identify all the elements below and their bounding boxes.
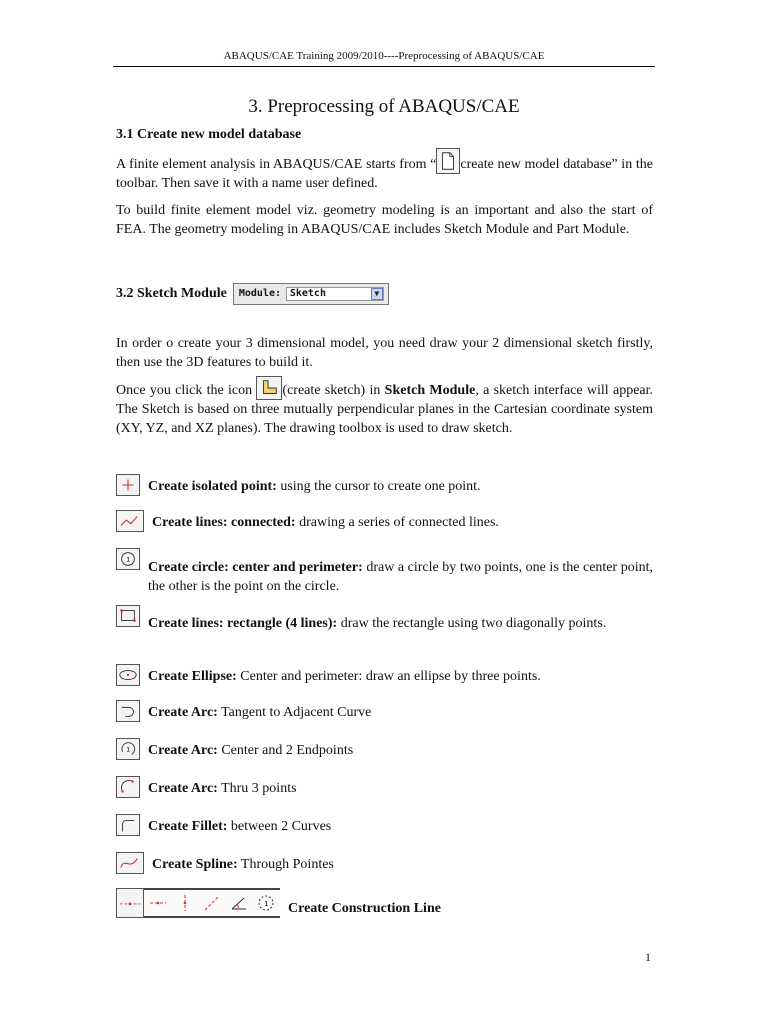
tool-row: Create Arc: Tangent to Adjacent Curve bbox=[116, 700, 653, 722]
construction-line-icon bbox=[116, 888, 144, 918]
module-selector bbox=[233, 283, 389, 305]
tool-row: Create lines: rectangle (4 lines): draw the rectangle using two diagonally points. bbox=[116, 605, 653, 633]
section-3-2-heading: 3.2 Sketch Module bbox=[116, 286, 227, 301]
arc-3points-icon bbox=[116, 776, 140, 798]
module-value: Sketch bbox=[286, 287, 384, 301]
new-document-icon bbox=[436, 148, 460, 174]
module-label: Module: bbox=[238, 288, 281, 299]
svg-text:1: 1 bbox=[264, 900, 269, 908]
ellipse-icon bbox=[116, 664, 140, 686]
tool-row: Create Spline: Through Pointes bbox=[116, 852, 653, 874]
section-3-1-paragraph-2: To build finite element model viz. geometry modeling is an important and also the start of FEA. The geometry modeling in ABAQUS/CAE includes Sketch Module and Part Module. bbox=[116, 203, 653, 237]
page-number: 1 bbox=[645, 950, 651, 964]
fillet-icon bbox=[116, 814, 140, 836]
horizontal-construction-icon bbox=[148, 893, 168, 913]
point-icon bbox=[116, 474, 140, 496]
section-3-2-paragraph-2: Once you click the icon (create sketch) in Sketch Module, a sketch interface will appear. The Sketch is based on three mutually perpendicular planes in the Cartesian coordinate system (XY, YZ, and XZ planes). The drawing toolbox is used to draw sketch. bbox=[116, 376, 653, 438]
tool-row: 1 Create Arc: Center and 2 Endpoints bbox=[116, 738, 653, 760]
spline-icon bbox=[116, 852, 144, 874]
connected-lines-icon bbox=[116, 510, 144, 532]
create-sketch-icon bbox=[256, 376, 282, 400]
angle-construction-icon bbox=[229, 893, 249, 913]
circle-icon bbox=[116, 548, 140, 570]
tool-row: Create Ellipse: Center and perimeter: draw an ellipse by three points. bbox=[116, 664, 653, 686]
section-3-2-heading-row bbox=[116, 283, 389, 305]
chevron-down-icon: ▼ bbox=[371, 288, 383, 300]
tool-row: 1 Create circle: center and perimeter: draw a circle by two points, one is the center point, the other is the point on the circle. bbox=[116, 548, 653, 596]
section-3-1-heading: 3.1 Create new model database bbox=[116, 127, 302, 142]
arc-center-icon bbox=[116, 738, 140, 760]
vertical-construction-icon bbox=[175, 893, 195, 913]
section-3-1-paragraph-1: A finite element analysis in ABAQUS/CAE starts from “ create new model database” in the toolbar. Then save it with a name user defined. bbox=[116, 148, 653, 193]
construction-line-label: Create Construction Line bbox=[288, 901, 441, 916]
tool-row: Create Arc: Thru 3 points bbox=[116, 776, 653, 798]
svg-text:1: 1 bbox=[126, 746, 131, 754]
svg-text:1: 1 bbox=[126, 556, 131, 564]
page-title: 3. Preprocessing of ABAQUS/CAE bbox=[248, 96, 520, 117]
tool-row: Create Fillet: between 2 Curves bbox=[116, 814, 653, 836]
tool-row: Create lines: connected: drawing a series of connected lines. bbox=[116, 510, 653, 532]
section-3-2-paragraph-1: In order o create your 3 dimensional model, you need draw your 2 dimensional sketch firstly, then use the 3D features to build it. bbox=[116, 336, 653, 370]
construction-tools-bar bbox=[144, 888, 280, 918]
tool-row: Create isolated point: using the cursor to create one point. bbox=[116, 474, 653, 496]
rectangle-icon bbox=[116, 605, 140, 627]
arc-tangent-icon bbox=[116, 700, 140, 722]
circle-construction-icon bbox=[256, 893, 276, 913]
construction-toolbar bbox=[116, 884, 441, 918]
oblique-construction-icon bbox=[202, 893, 222, 913]
page-header: ABAQUS/CAE Training 2009/2010----Preprocessing of ABAQUS/CAE bbox=[113, 50, 655, 67]
